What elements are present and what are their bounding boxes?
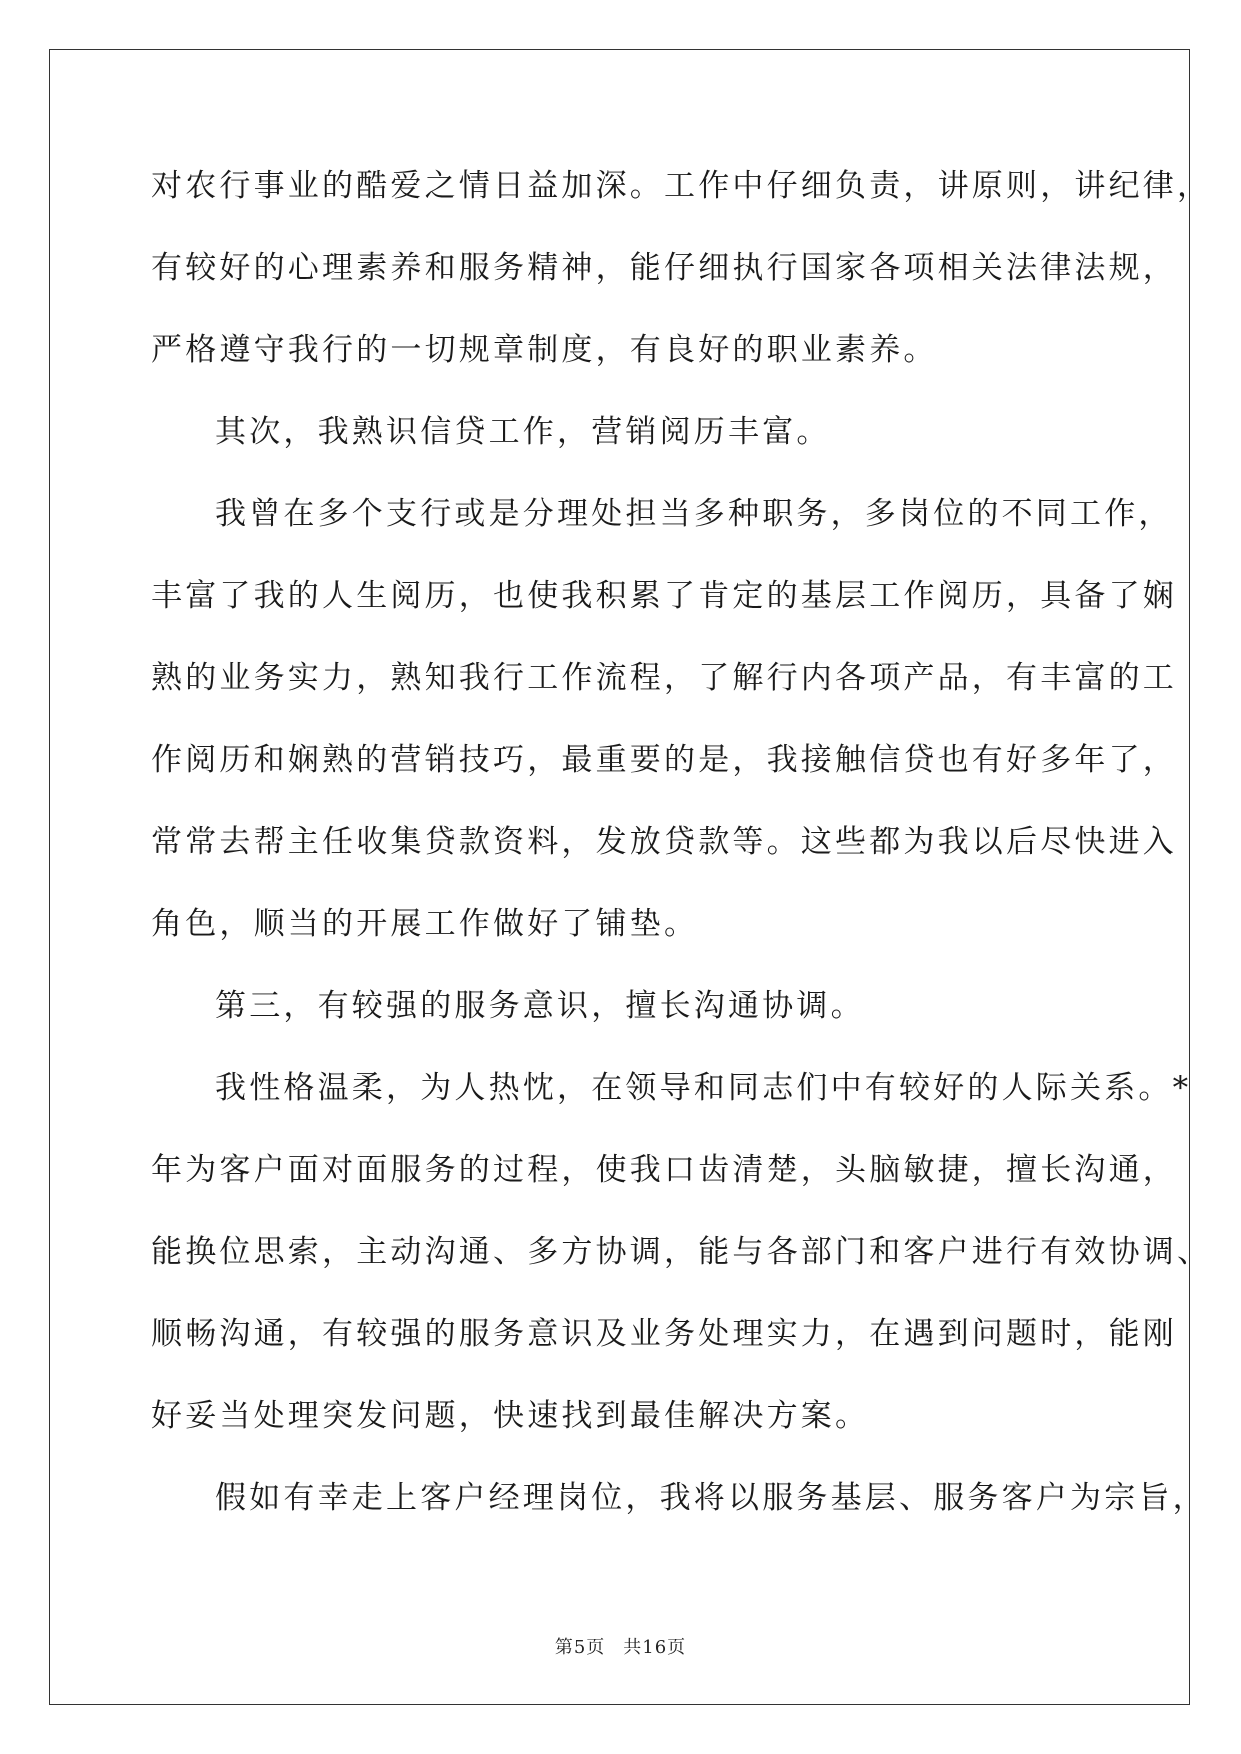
body-line-13: 年为客户面对面服务的过程，使我口齿清楚，头脑敏捷，擅长沟通， <box>151 1152 1177 1188</box>
body-line-6: 丰富了我的人生阅历，也使我积累了肯定的基层工作阅历，具备了娴 <box>151 578 1177 614</box>
total-pages: 16 <box>642 1637 668 1658</box>
document-body <box>151 162 1212 1556</box>
total-label: 共 <box>623 1637 643 1658</box>
body-line-11: 第三，有较强的服务意识，擅长沟通协调。 <box>215 988 865 1024</box>
body-line-10: 角色，顺当的开展工作做好了铺垫。 <box>151 906 699 942</box>
body-line-2: 有较好的心理素养和服务精神，能仔细执行国家各项相关法律法规， <box>151 250 1177 286</box>
body-line-14: 能换位思索，主动沟通、多方协调，能与各部门和客户进行有效协调、 <box>151 1234 1212 1270</box>
body-line-16: 好妥当处理突发问题，快速找到最佳解决方案。 <box>151 1398 870 1434</box>
body-line-7: 熟的业务实力，熟知我行工作流程，了解行内各项产品，有丰富的工 <box>151 660 1177 696</box>
body-line-3: 严格遵守我行的一切规章制度，有良好的职业素养。 <box>151 332 938 368</box>
body-line-9: 常常去帮主任收集贷款资料，发放贷款等。这些都为我以后尽快进入 <box>151 824 1177 860</box>
body-line-4: 其次，我熟识信贷工作，营销阅历丰富。 <box>215 414 831 450</box>
page-label: 第 <box>554 1637 574 1658</box>
page-footer <box>0 1633 1241 1659</box>
body-line-15: 顺畅沟通，有较强的服务意识及业务处理实力，在遇到问题时，能刚 <box>151 1316 1177 1352</box>
body-line-17: 假如有幸走上客户经理岗位，我将以服务基层、服务客户为宗旨， <box>215 1480 1207 1516</box>
body-line-5: 我曾在多个支行或是分理处担当多种职务，多岗位的不同工作， <box>215 496 1173 532</box>
body-line-1: 对农行事业的酷爱之情日益加深。工作中仔细负责，讲原则，讲纪律， <box>151 168 1212 204</box>
page-suffix: 页 <box>586 1637 606 1658</box>
body-line-8: 作阅历和娴熟的营销技巧，最重要的是，我接触信贷也有好多年了， <box>151 742 1177 778</box>
body-line-12: 我性格温柔，为人热忱，在领导和同志们中有较好的人际关系。* <box>215 1070 1192 1106</box>
page-number: 5 <box>573 1637 587 1658</box>
total-suffix: 页 <box>667 1637 687 1658</box>
